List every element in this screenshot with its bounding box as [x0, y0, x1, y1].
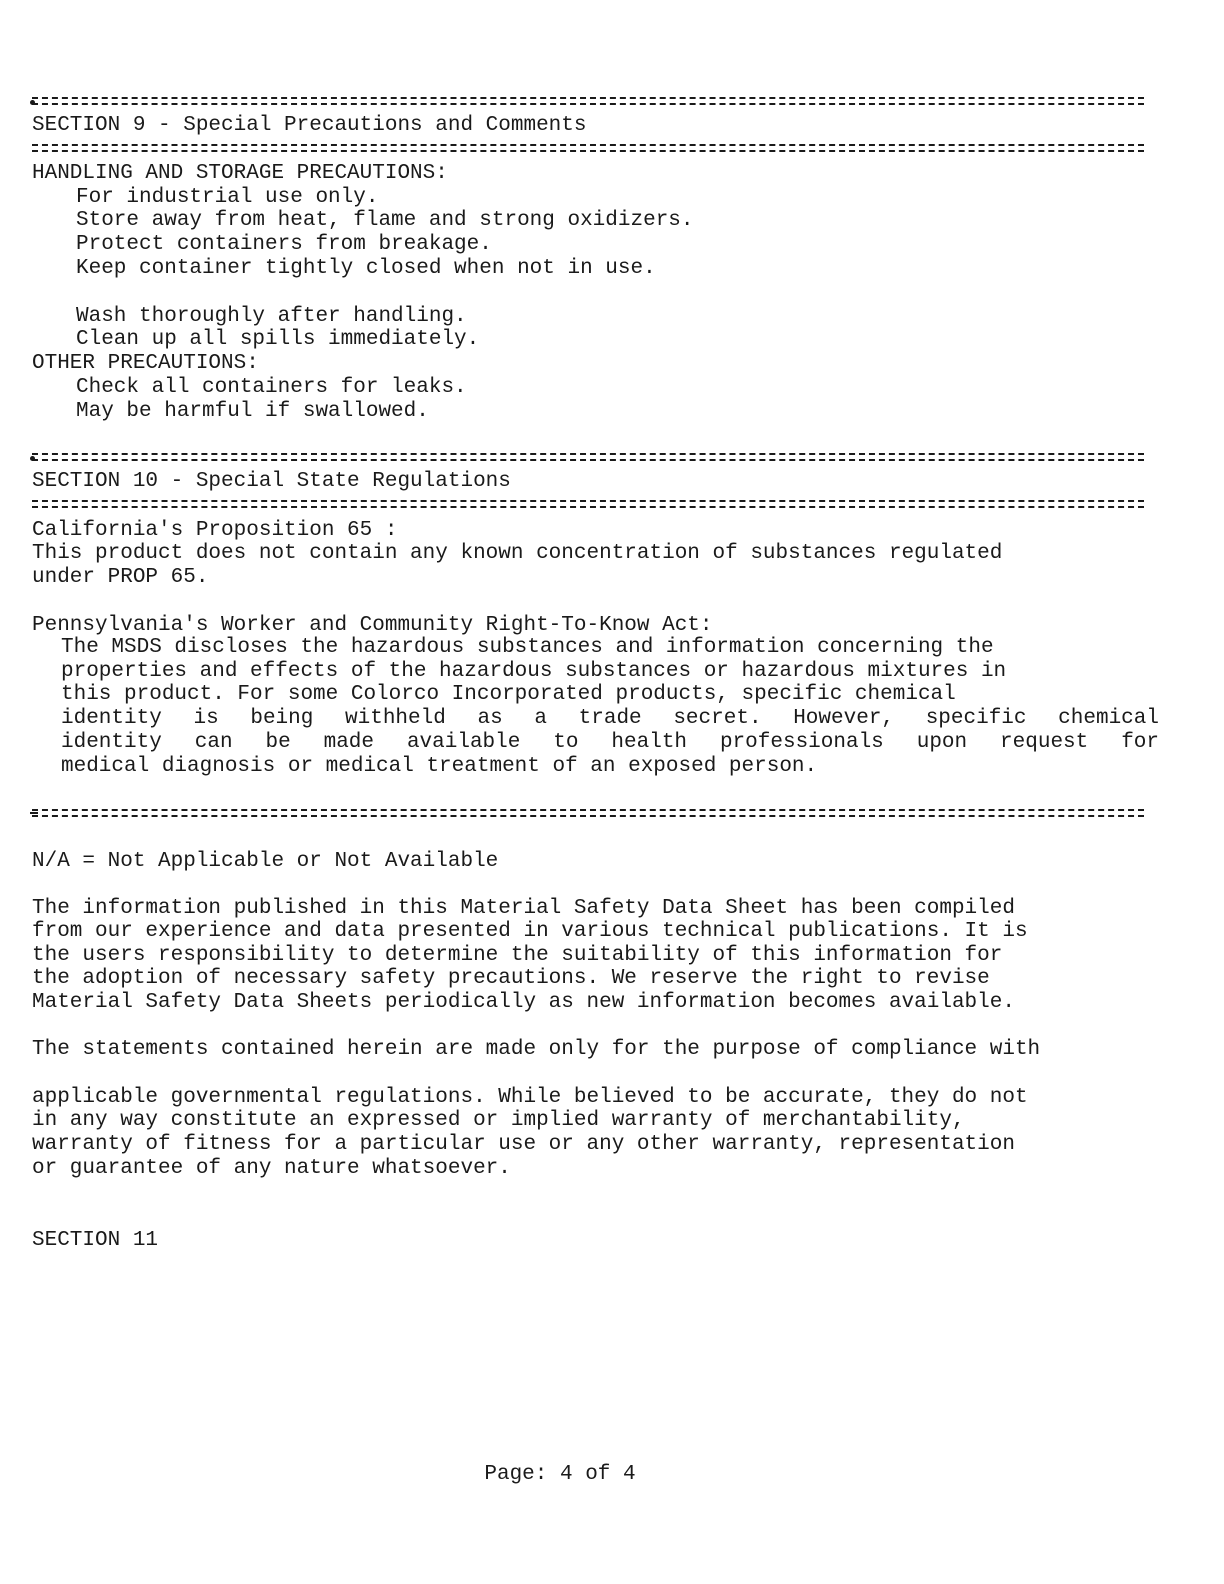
info-text: the users responsibility to determine the suitability of this information for [32, 944, 1003, 967]
pennsylvania-text: properties and effects of the hazardous substances or hazardous mixtures in [61, 660, 1007, 683]
info-text: from our experience and data presented in various technical publications. It is [32, 920, 1028, 943]
separator-rule [32, 94, 1144, 108]
disclaimer-text: in any way constitute an expressed or implied warranty of merchantability, [32, 1109, 965, 1132]
info-text: Material Safety Data Sheets periodically as new information becomes available. [32, 991, 1015, 1014]
handling-item: Wash thoroughly after handling. [76, 305, 467, 328]
handling-item: Clean up all spills immediately. [76, 328, 480, 351]
separator-rule [32, 806, 1144, 820]
section-11-heading: SECTION 11 [32, 1229, 159, 1252]
prop65-title: California's Proposition 65 : [32, 519, 398, 542]
disclaimer-text: warranty of fitness for a particular use or any other warranty, representation [32, 1133, 1015, 1156]
other-precaution-item: Check all containers for leaks. [76, 376, 467, 399]
info-text: The information published in this Material Safety Data Sheet has been compiled [32, 897, 1015, 920]
na-definition: N/A = Not Applicable or Not Available [32, 850, 499, 873]
pennsylvania-text: this product. For some Colorco Incorporated products, specific chemical [61, 683, 956, 706]
page-number: Page: 4 of 4 [484, 1463, 636, 1486]
section-10-heading: SECTION 10 - Special State Regulations [32, 470, 511, 493]
handling-item: Keep container tightly closed when not in use. [76, 257, 656, 280]
separator-rule [32, 141, 1144, 155]
handling-item: Store away from heat, flame and strong oxidizers. [76, 209, 694, 232]
pennsylvania-title: Pennsylvania's Worker and Community Right-To-Know Act: [32, 614, 713, 637]
pennsylvania-text: medical diagnosis or medical treatment of an exposed person. [61, 755, 818, 778]
handling-item: Protect containers from breakage. [76, 233, 492, 256]
pennsylvania-text: identity can be made available to health professionals upon request for [61, 731, 1159, 754]
disclaimer-text: applicable governmental regulations. While believed to be accurate, they do not [32, 1086, 1028, 1109]
handling-storage-title: HANDLING AND STORAGE PRECAUTIONS: [32, 162, 448, 185]
handling-item: For industrial use only. [76, 186, 379, 209]
info-text: the adoption of necessary safety precautions. We reserve the right to revise [32, 967, 990, 990]
prop65-text: This product does not contain any known concentration of substances regulated [32, 542, 1003, 565]
pennsylvania-text: The MSDS discloses the hazardous substances and information concerning the [61, 636, 994, 659]
other-precaution-item: May be harmful if swallowed. [76, 400, 429, 423]
statement-text: The statements contained herein are made only for the purpose of compliance with [32, 1038, 1041, 1061]
prop65-text: under PROP 65. [32, 566, 209, 589]
separator-rule [32, 450, 1144, 464]
disclaimer-text: or guarantee of any nature whatsoever. [32, 1157, 511, 1180]
other-precautions-title: OTHER PRECAUTIONS: [32, 352, 259, 375]
separator-rule [32, 497, 1144, 511]
pennsylvania-text: identity is being withheld as a trade secret. However, specific chemical [61, 707, 1159, 730]
section-9-heading: SECTION 9 - Special Precautions and Comments [32, 114, 587, 137]
